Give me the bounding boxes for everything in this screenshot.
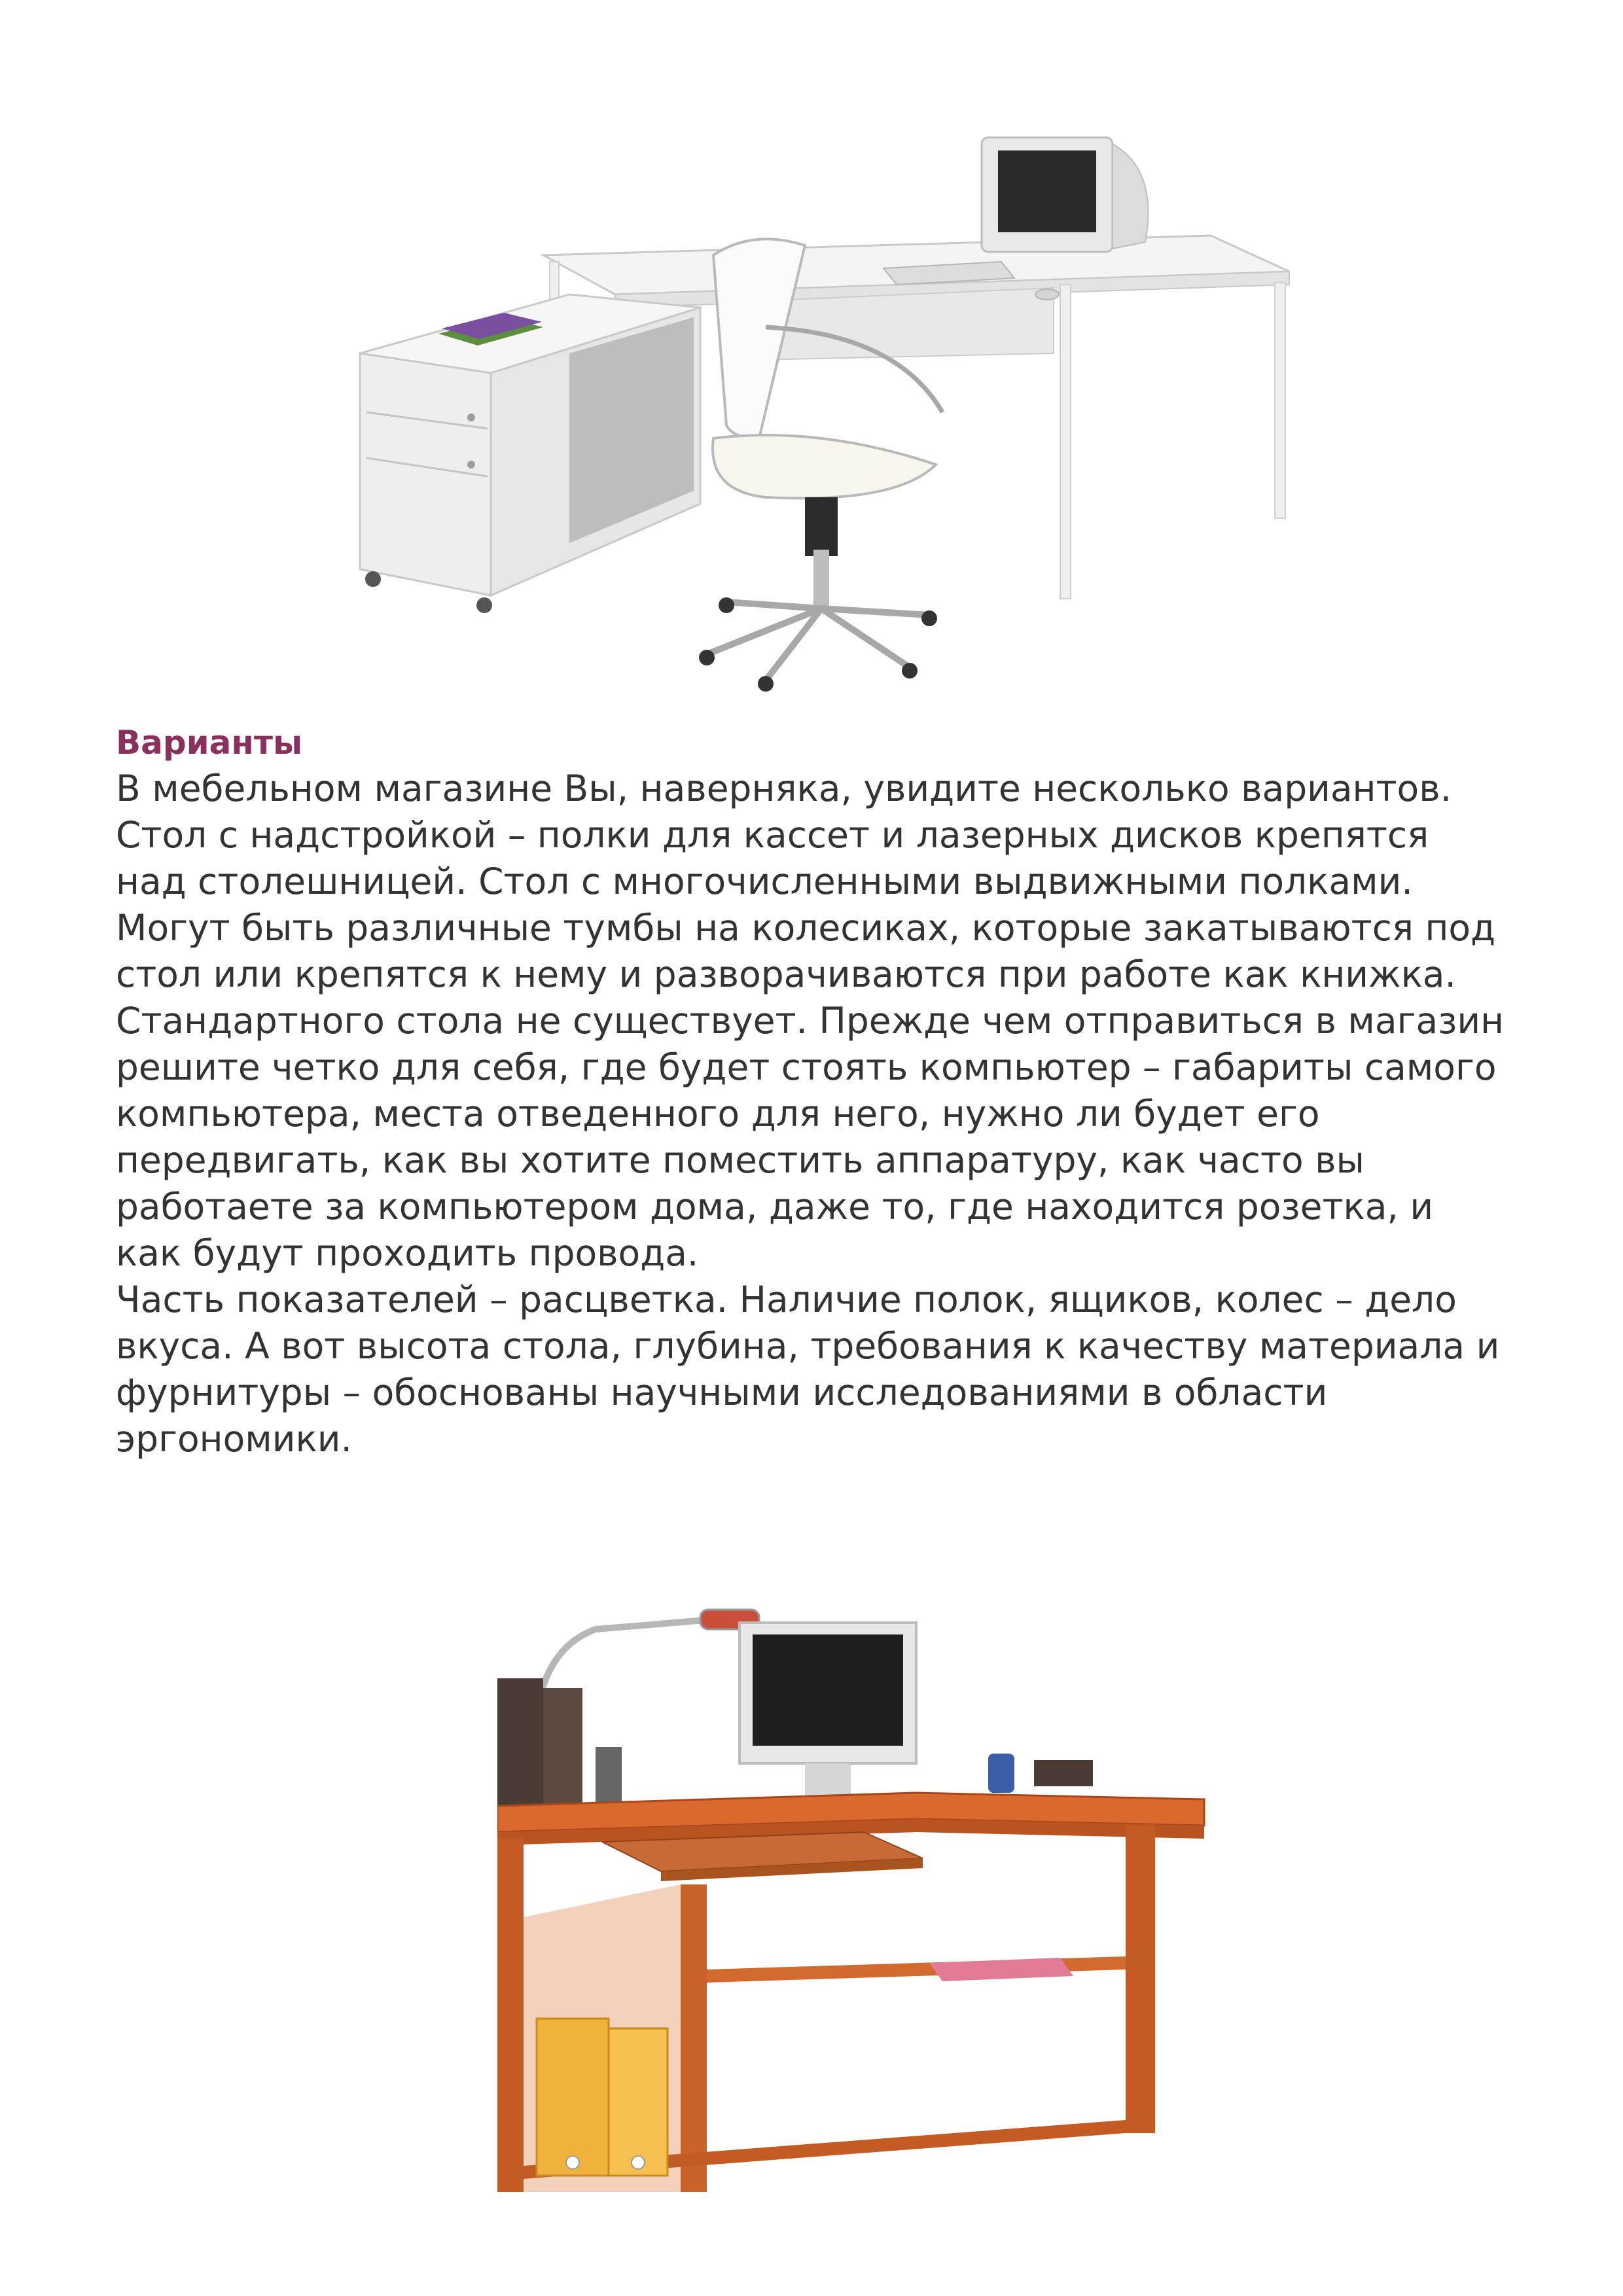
wooden-corner-desk-icon bbox=[497, 1551, 1309, 2199]
paragraph-2: Часть показателей – расцветка. Наличие полок, ящиков, колес – дело вкуса. А вот высота стола, глубина, требования к качеству материала и фурнитуры – обоснованы научными исследованиями в области эргономики. bbox=[116, 1279, 1500, 1460]
section-title: Варианты bbox=[116, 724, 303, 762]
wooden-corner-desk-figure bbox=[497, 1551, 1309, 2199]
white-office-desk-figure bbox=[308, 98, 1329, 694]
white-office-desk-icon bbox=[308, 98, 1329, 694]
article-text bbox=[116, 720, 1510, 1462]
paragraph-1: В мебельном магазине Вы, наверняка, увидите несколько вариантов. Стол с надстройкой – полки для кассет и лазерных дисков крепятся над столешницей. Стол с многочисленными выдвижными полками. Могут быть различные тумбы на колесиках, которые закатываются под стол или крепятся к нему и разворачиваются при работе как книжка. Стандартного стола не существует. Прежде чем отправиться в магазин решите четко для себя, где будет стоять компьютер – габариты самого компьютера, места отведенного для него, нужно ли будет его передвигать, как вы хотите поместить аппаратуру, как часто вы работаете за компьютером дома, даже то, где находится розетка, и как будут проходить провода. bbox=[116, 768, 1505, 1274]
